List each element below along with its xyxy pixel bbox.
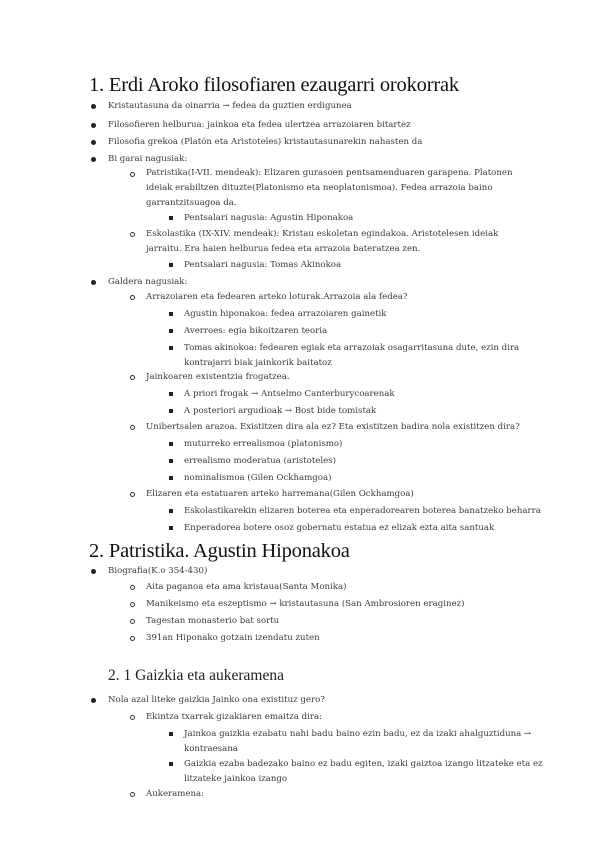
list-item: Patristika(I-VII. mendeak): Elizaren gurasoen pentsamenduaren garapena. Platonen [146,168,513,178]
square-bullet-icon [169,762,173,766]
bullet-icon [91,280,96,285]
square-bullet-icon [169,476,173,480]
list-item: Galdera nagusiak: [108,277,188,287]
list-item: Pentsalari nagusia: Agustin Hiponakoa [184,213,354,223]
list-item: Tomas akinokoa: fedearen egiak eta arrazoiak osagarritasuna dute, ezin dira [184,343,520,353]
circle-bullet-icon [130,585,135,590]
list-item-continuation: ideiak erabiltzen dituzte(Platonismo eta neoplatonismoa). Fedea arrazoia baino [146,183,493,193]
square-bullet-icon [169,329,173,333]
bullet-icon [91,569,96,574]
list-item: Filosofieren helburua: jainkoa eta fedea ulertzea arrazoiaren bitartez [108,120,411,130]
section-heading-2: 2. Patristika. Agustin Hiponakoa [89,540,350,562]
circle-bullet-icon [130,295,135,300]
circle-bullet-icon [130,792,135,797]
list-item: A posteriori argudioak → Bost bide tomistak [184,406,377,416]
list-item: Aita paganoa eta ama kristaua(Santa Monika) [146,582,347,592]
bullet-icon [91,140,96,145]
section-heading-1: 1. Erdi Aroko filosofiaren ezaugarri orokorrak [89,74,459,96]
list-item: Aukeramena: [146,789,205,799]
list-item: Arrazoiaren eta fedearen arteko loturak.Arrazoia ala fedea? [146,292,408,302]
list-item: Elizaren eta estatuaren arteko harremana(Gilen Ockhamgoa) [146,489,414,499]
subsection-heading: 2. 1 Gaizkia eta aukeramena [108,667,285,684]
list-item: Kristautasuna da oinarria → fedea da guztien erdigunea [108,101,352,111]
list-item: errealismo moderatua (aristoteles) [184,456,336,466]
list-item: 391an Hiponako gotzain izendatu zuten [146,633,320,643]
list-item: Enperadorea botere osoz gobernatu estatua ez elizak ezta aita santuak [184,523,495,533]
list-item: nominalismoa (Gilen Ockhamgoa) [184,473,332,483]
square-bullet-icon [169,526,173,530]
circle-bullet-icon [130,375,135,380]
list-item: Jainkoaren existentzia frogatzea. [146,372,290,382]
list-item: Ekintza txarrak gizakiaren emaitza dira: [146,712,323,722]
square-bullet-icon [169,732,173,736]
circle-bullet-icon [130,715,135,720]
circle-bullet-icon [130,636,135,641]
list-item: Averroes: egia bikoitzaren teoria [184,326,328,336]
list-item: Biografia(K.o 354-430) [108,566,208,576]
circle-bullet-icon [130,172,135,177]
list-item: Nola azal liteke gaizkia Jainko ona existituz gero? [108,695,325,705]
circle-bullet-icon [130,232,135,237]
square-bullet-icon [169,346,173,350]
list-item-continuation: litzateke jainkoa izango [184,774,288,784]
bullet-icon [91,157,96,162]
square-bullet-icon [169,442,173,446]
list-item: Jainkoa gaizkia ezabatu nahi badu baino ezin badu, ez da izaki ahalguztiduna → [184,729,532,739]
list-item: Tagestan monasterio bat sortu [146,616,280,626]
circle-bullet-icon [130,619,135,624]
bullet-icon [91,698,96,703]
square-bullet-icon [169,409,173,413]
list-item-continuation: jarraitu. Era haien helburua fedea eta arrazoia bateratzea zen. [146,244,421,254]
list-item: Eskolastika (IX-XIV. mendeak): Kristau eskoletan egindakoa. Aristotelesen ideiak [146,229,499,239]
list-item-continuation: garrantzitsuagoa da. [146,198,237,208]
list-item: Manikeismo eta eszeptismo → kristautasuna (San Ambrosioren eraginez) [146,599,465,609]
list-item: muturreko errealismoa (platonismo) [184,439,343,449]
list-item-continuation: kontrajarri biak jainkorik baitatoz [184,358,332,368]
list-item: Unibertsalen arazoa. Existitzen dira ala ez? Eta existitzen badira nola existitzen dira? [146,422,520,432]
list-item: Pentsalari nagusia: Tomas Akinokoa [184,260,342,270]
square-bullet-icon [169,392,173,396]
square-bullet-icon [169,263,173,267]
circle-bullet-icon [130,425,135,430]
list-item: Gaizkia ezaba badezako baino ez badu egiten, izaki gaiztoa izango litzateke eta ez [184,759,543,769]
list-item: Bi garai nagusiak: [108,154,188,164]
circle-bullet-icon [130,602,135,607]
list-item: Filosofia grekoa (Platón eta Aristoteles) kristautasunarekin nahasten da [108,137,423,147]
square-bullet-icon [169,312,173,316]
square-bullet-icon [169,216,173,220]
bullet-icon [91,104,96,109]
list-item: Eskolastikarekin elizaren boterea eta enperadorearen boterea banatzeko beharra [184,506,541,516]
circle-bullet-icon [130,492,135,497]
list-item: Agustin hiponakoa: fedea arrazoiaren gainetik [184,309,387,319]
square-bullet-icon [169,459,173,463]
list-item-continuation: kontraesana [184,744,238,754]
list-item: A priori frogak → Antselmo Canterburycoarenak [184,389,395,399]
bullet-icon [91,123,96,128]
square-bullet-icon [169,509,173,513]
